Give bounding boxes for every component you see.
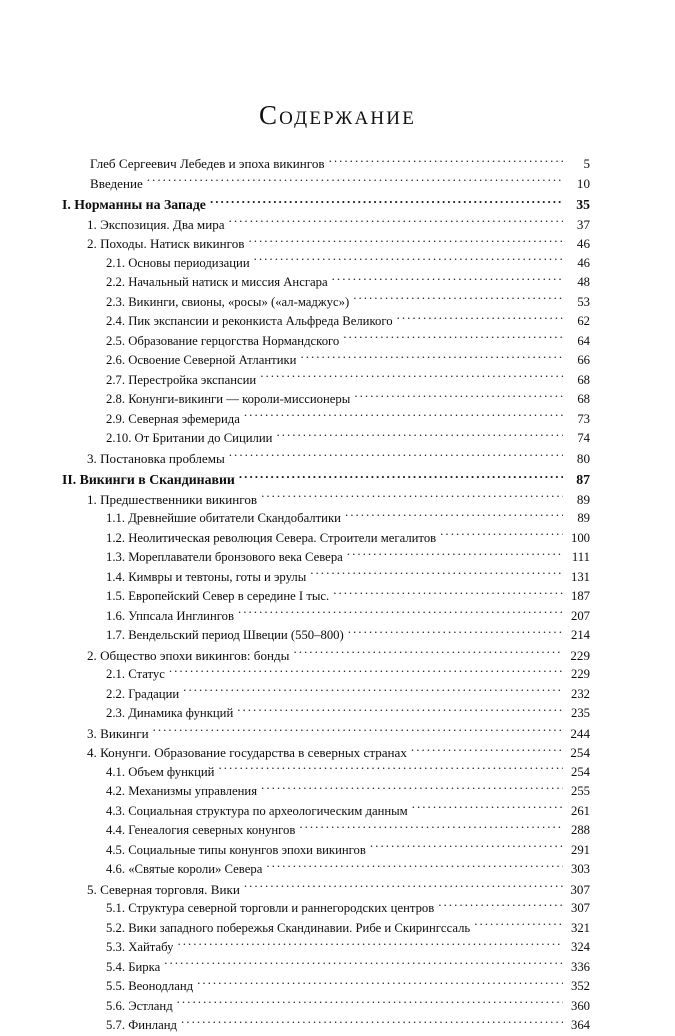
toc-leader-dots bbox=[183, 685, 563, 698]
toc-entry-label: 2.2. Градации bbox=[106, 686, 180, 701]
toc-entry-label: 2.2. Начальный натиск и миссия Ансгара bbox=[106, 275, 328, 289]
toc-entry-label: 2.4. Пик экспансии и реконкиста Альфреда Великого bbox=[106, 314, 393, 328]
toc-entry-label: 2.5. Образование герцогства Нормандского bbox=[106, 333, 340, 348]
toc-entry[interactable] bbox=[106, 351, 590, 371]
toc-entry-page-number: 235 bbox=[570, 706, 590, 720]
toc-leader-dots bbox=[276, 429, 563, 442]
toc-leader-dots bbox=[440, 529, 563, 542]
toc-entry-page-number: 352 bbox=[570, 979, 590, 993]
toc-entry-page-number: 48 bbox=[577, 275, 590, 289]
toc-entry-page-number: 321 bbox=[570, 920, 590, 935]
toc-entry[interactable] bbox=[106, 1016, 590, 1036]
toc-entry[interactable] bbox=[90, 154, 590, 174]
toc-entry-label: Глеб Сергеевич Лебедев и эпоха викингов bbox=[90, 156, 325, 171]
toc-entry-page-number: 46 bbox=[577, 255, 590, 270]
toc-entry-label: 4.3. Социальная структура по археологическим данным bbox=[106, 803, 408, 818]
toc-entry-label: 1. Предшественники викингов bbox=[87, 491, 258, 507]
toc-entry-page-number: 229 bbox=[570, 667, 590, 681]
toc-entry-page-number: 364 bbox=[570, 1018, 590, 1032]
toc-entry[interactable] bbox=[106, 782, 590, 802]
toc-entry[interactable] bbox=[87, 234, 590, 254]
toc-entry-label: 1.2. Неолитическая революция Севера. Строители мегалитов bbox=[106, 530, 437, 545]
toc-entry[interactable] bbox=[106, 763, 590, 783]
toc-entry-page-number: 254 bbox=[570, 764, 590, 779]
toc-entry-label: 1.6. Уппсала Инглингов bbox=[106, 608, 234, 623]
toc-entry[interactable] bbox=[106, 410, 590, 430]
toc-entry[interactable] bbox=[106, 938, 590, 958]
toc-entry-page-number: 73 bbox=[577, 411, 590, 426]
toc-leader-dots bbox=[370, 841, 563, 854]
toc-entry-label: 5.5. Веонодланд bbox=[106, 979, 194, 993]
toc-entry-page-number: 37 bbox=[576, 216, 590, 232]
toc-entry-page-number: 187 bbox=[570, 589, 590, 603]
toc-entry[interactable] bbox=[106, 607, 590, 627]
toc-leader-dots bbox=[474, 919, 563, 932]
toc-entry[interactable] bbox=[106, 390, 590, 410]
toc-entry[interactable] bbox=[62, 470, 590, 490]
toc-leader-dots bbox=[310, 568, 563, 581]
toc-entry-label: II. Викинги в Скандинавии bbox=[62, 472, 235, 487]
toc-entry-label: 5.1. Структура северной торговли и раннегородских центров bbox=[106, 901, 435, 915]
toc-entry-label: 5.2. Вики западного побережья Скандинавии. Рибе и Скирингссаль bbox=[106, 920, 471, 935]
toc-entry[interactable] bbox=[106, 254, 590, 274]
toc-leader-dots bbox=[197, 977, 563, 990]
toc-entry-page-number: 5 bbox=[583, 156, 590, 171]
toc-entry-label: 5. Северная торговля. Вики bbox=[87, 881, 240, 897]
toc-entry[interactable] bbox=[106, 568, 590, 588]
toc-entry-page-number: 10 bbox=[576, 175, 590, 191]
toc-leader-dots bbox=[248, 235, 563, 248]
toc-entry-page-number: 254 bbox=[570, 745, 590, 760]
toc-leader-dots bbox=[260, 371, 563, 384]
toc-leader-dots bbox=[300, 351, 563, 364]
toc-leader-dots bbox=[210, 195, 563, 209]
toc-leader-dots bbox=[438, 899, 563, 912]
toc-entry-label: 5.3. Хайтабу bbox=[106, 940, 174, 954]
toc-entry[interactable] bbox=[106, 685, 590, 705]
toc-leader-dots bbox=[333, 587, 563, 600]
toc-entry-label: Введение bbox=[90, 175, 143, 191]
page-title: Содержание bbox=[258, 100, 417, 130]
toc-leader-dots bbox=[293, 646, 563, 659]
toc-entry[interactable] bbox=[87, 490, 590, 510]
toc-entry[interactable] bbox=[106, 332, 590, 352]
toc-leader-dots bbox=[332, 273, 563, 286]
toc-entry[interactable] bbox=[106, 821, 590, 841]
toc-entry[interactable] bbox=[106, 802, 590, 822]
toc-entry[interactable] bbox=[87, 743, 590, 763]
toc-entry-page-number: 35 bbox=[576, 197, 590, 212]
toc-entry[interactable] bbox=[106, 626, 590, 646]
toc-entry[interactable] bbox=[87, 880, 590, 900]
toc-leader-dots bbox=[164, 958, 563, 971]
toc-entry-label: 4.1. Объем функций bbox=[106, 764, 215, 779]
toc-entry[interactable] bbox=[106, 293, 590, 313]
toc-entry[interactable] bbox=[87, 449, 590, 469]
toc-entry[interactable] bbox=[87, 646, 590, 666]
toc-entry-page-number: 244 bbox=[570, 725, 590, 741]
toc-entry[interactable] bbox=[106, 665, 590, 685]
toc-leader-dots bbox=[153, 724, 563, 737]
toc-entry-label: 2.3. Динамика функций bbox=[106, 706, 234, 720]
toc-leader-dots bbox=[345, 509, 563, 522]
toc-leader-dots bbox=[412, 802, 563, 815]
toc-entry-page-number: 360 bbox=[570, 998, 590, 1013]
toc-entry-label: 1.7. Вендельский период Швеции (550–800) bbox=[106, 628, 344, 642]
toc-leader-dots bbox=[181, 1016, 563, 1029]
toc-leader-dots bbox=[177, 997, 563, 1010]
toc-entry-label: 1.3. Мореплаватели бронзового века Севера bbox=[106, 550, 343, 564]
toc-entry-page-number: 261 bbox=[570, 803, 590, 818]
toc-entry[interactable] bbox=[106, 997, 590, 1017]
toc-entry[interactable] bbox=[106, 548, 590, 568]
toc-entry-label: 4.6. «Святые короли» Севера bbox=[106, 862, 263, 876]
toc-leader-dots bbox=[397, 312, 563, 325]
toc-entry-page-number: 68 bbox=[577, 392, 590, 406]
toc-entry-label: 2.10. От Британии до Сицилии bbox=[106, 431, 273, 445]
toc-entry-page-number: 80 bbox=[576, 450, 590, 466]
toc-leader-dots bbox=[299, 821, 563, 834]
toc-leader-dots bbox=[229, 449, 563, 462]
toc-entry-label: 5.4. Бирка bbox=[106, 959, 161, 974]
toc-entry[interactable] bbox=[106, 958, 590, 978]
toc-entry-page-number: 46 bbox=[576, 236, 590, 251]
toc-entry-label: I. Норманны на Западе bbox=[62, 197, 206, 212]
toc-leader-dots bbox=[347, 548, 563, 561]
toc-entry[interactable] bbox=[106, 273, 590, 293]
toc-entry[interactable] bbox=[106, 704, 590, 724]
toc-entry[interactable] bbox=[90, 174, 590, 194]
toc-leader-dots bbox=[169, 665, 563, 678]
toc-leader-dots bbox=[238, 607, 563, 620]
toc-entry[interactable] bbox=[106, 429, 590, 449]
toc-leader-dots bbox=[237, 704, 563, 717]
toc-leader-dots bbox=[266, 860, 563, 873]
toc-entry-page-number: 303 bbox=[570, 862, 590, 876]
toc-entry-page-number: 64 bbox=[577, 333, 590, 348]
toc-entry-label: 3. Постановка проблемы bbox=[87, 450, 225, 466]
toc-entry-page-number: 87 bbox=[576, 472, 590, 487]
toc-entry[interactable] bbox=[106, 312, 590, 332]
toc-leader-dots bbox=[177, 938, 563, 951]
toc-entry-page-number: 131 bbox=[570, 569, 590, 584]
toc-entry-label: 2.1. Статус bbox=[106, 667, 165, 681]
toc-entry-label: 4.4. Генеалогия северных конунгов bbox=[106, 823, 296, 837]
toc-entry-label: 1.5. Европейский Север в середине I тыс. bbox=[106, 589, 330, 603]
toc-leader-dots bbox=[329, 155, 563, 168]
toc-entry-label: 1. Экспозиция. Два мира bbox=[87, 216, 225, 232]
toc-entry-page-number: 288 bbox=[570, 823, 590, 837]
toc-entry-label: 2. Походы. Натиск викингов bbox=[87, 236, 245, 251]
toc-entry-page-number: 100 bbox=[570, 530, 590, 545]
toc-entry-page-number: 232 bbox=[570, 686, 590, 701]
toc-entry[interactable] bbox=[87, 724, 590, 744]
toc-entry-label: 4. Конунги. Образование государства в северных странах bbox=[87, 745, 407, 760]
toc-leader-dots bbox=[348, 626, 563, 639]
toc-leader-dots bbox=[261, 782, 563, 795]
toc-entry[interactable] bbox=[106, 841, 590, 861]
toc-entry[interactable] bbox=[106, 977, 590, 997]
toc-entry-page-number: 291 bbox=[570, 842, 590, 857]
toc-leader-dots bbox=[244, 410, 563, 423]
toc-entry-page-number: 62 bbox=[577, 314, 590, 328]
toc-entry-label: 1.4. Кимвры и тевтоны, готы и эрулы bbox=[106, 569, 307, 584]
toc-entry-page-number: 324 bbox=[570, 940, 590, 954]
toc-leader-dots bbox=[411, 744, 563, 757]
toc-entry-label: 2. Общество эпохи викингов: бонды bbox=[87, 647, 290, 663]
toc-entry-label: 2.1. Основы периодизации bbox=[106, 255, 250, 270]
toc-entry[interactable] bbox=[106, 529, 590, 549]
toc-entry-page-number: 111 bbox=[571, 550, 590, 564]
toc-leader-dots bbox=[218, 763, 563, 776]
toc-leader-dots bbox=[353, 293, 563, 306]
toc-leader-dots bbox=[354, 390, 563, 403]
toc-entry-page-number: 307 bbox=[570, 901, 590, 915]
toc-entry[interactable] bbox=[106, 899, 590, 919]
toc-entry[interactable] bbox=[87, 215, 590, 235]
toc-leader-dots bbox=[244, 880, 563, 893]
toc-entry[interactable] bbox=[62, 195, 590, 215]
toc-entry[interactable] bbox=[106, 860, 590, 880]
toc-entry-label: 3. Викинги bbox=[87, 725, 149, 741]
toc-entry[interactable] bbox=[106, 509, 590, 529]
toc-entry-page-number: 74 bbox=[577, 431, 590, 445]
toc-leader-dots bbox=[343, 332, 563, 345]
toc-entry[interactable] bbox=[106, 371, 590, 391]
toc-entry-label: 4.5. Социальные типы конунгов эпохи викингов bbox=[106, 842, 366, 857]
toc-entry-page-number: 214 bbox=[570, 628, 590, 642]
toc-entry-label: 4.2. Механизмы управления bbox=[106, 784, 258, 798]
toc-entry-page-number: 53 bbox=[577, 294, 590, 309]
toc-entry-page-number: 68 bbox=[577, 372, 590, 387]
toc-leader-dots bbox=[254, 254, 563, 267]
toc-leader-dots bbox=[261, 490, 563, 503]
toc-entry-label: 5.6. Эстланд bbox=[106, 998, 173, 1013]
toc-entry[interactable] bbox=[106, 919, 590, 939]
toc-entry-label: 2.6. Освоение Северной Атлантики bbox=[106, 353, 297, 367]
toc-leader-dots bbox=[229, 215, 563, 228]
toc-leader-dots bbox=[239, 470, 563, 484]
toc-leader-dots bbox=[147, 174, 563, 187]
toc-entry-page-number: 255 bbox=[570, 784, 590, 798]
toc-entry-label: 2.8. Конунги-викинги — короли-миссионеры bbox=[106, 392, 351, 406]
toc-entry-page-number: 229 bbox=[570, 647, 590, 663]
toc-entry-page-number: 89 bbox=[577, 511, 590, 525]
toc-entry-page-number: 66 bbox=[577, 353, 590, 367]
toc-entry-label: 2.9. Северная эфемерида bbox=[106, 411, 240, 426]
toc-entry-page-number: 336 bbox=[570, 959, 590, 974]
toc-entry-label: 2.7. Перестройка экспансии bbox=[106, 372, 257, 387]
toc-entry-label: 5.7. Финланд bbox=[106, 1018, 178, 1032]
toc-entry-list bbox=[62, 154, 590, 1036]
toc-entry-page-number: 207 bbox=[570, 608, 590, 623]
toc-entry-page-number: 307 bbox=[570, 881, 590, 897]
toc-entry[interactable] bbox=[106, 587, 590, 607]
toc-entry-label: 1.1. Древнейшие обитатели Скандобалтики bbox=[106, 511, 341, 525]
toc-entry-label: 2.3. Викинги, свионы, «росы» («ал-маджус») bbox=[106, 294, 350, 309]
toc-entry-page-number: 89 bbox=[576, 491, 590, 507]
